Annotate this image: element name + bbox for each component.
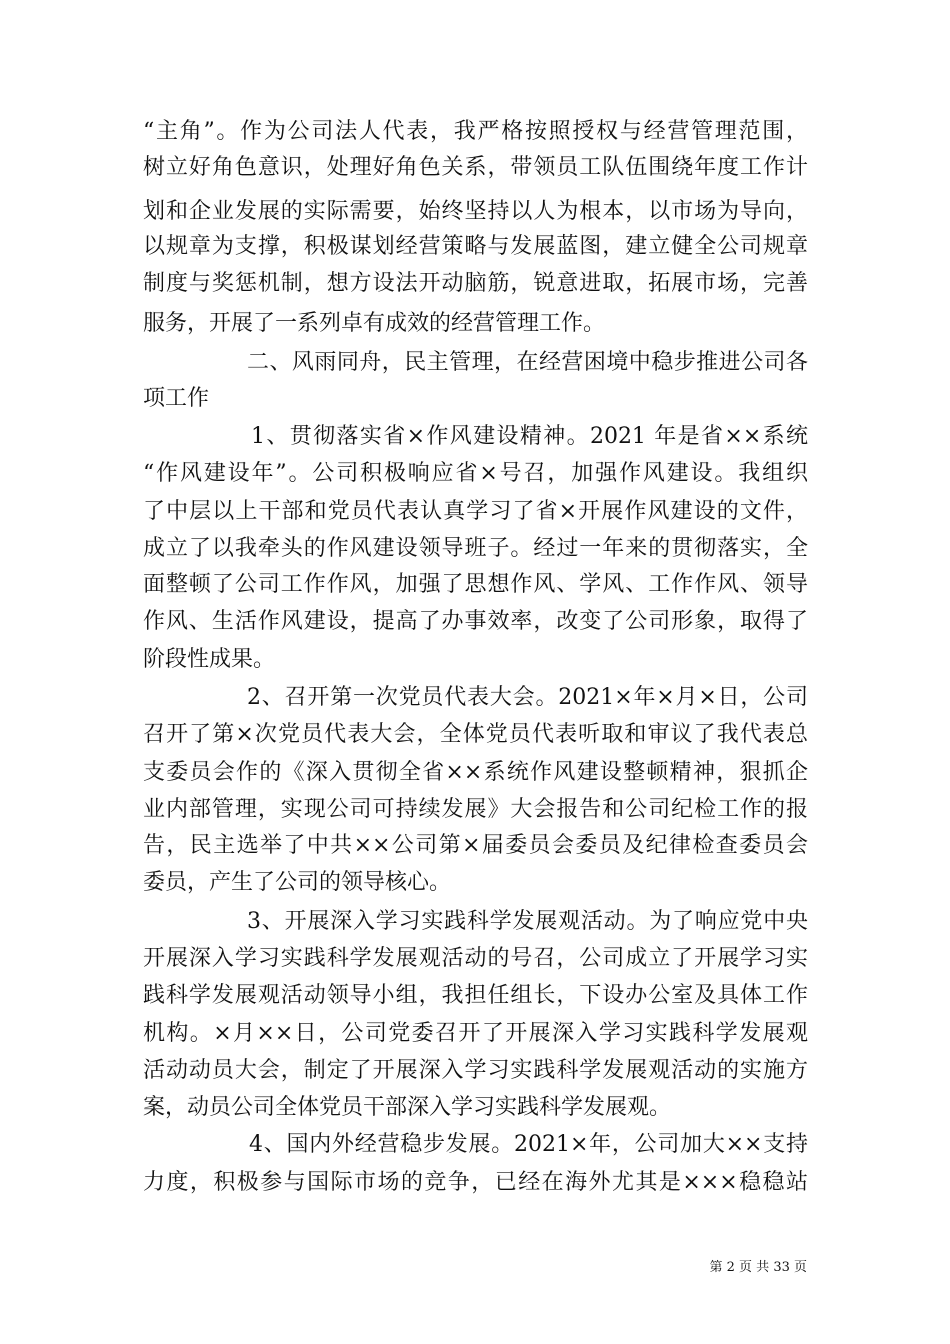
text-line: 面整顿了公司工作作风，加强了思想作风、学风、工作作风、领导 [143,572,808,597]
text-line: 业内部管理，实现公司可持续发展》大会报告和公司纪检工作的报 [143,797,808,822]
text-line: 机构。×月××日，公司党委召开了开展深入学习实践科学发展观 [143,1021,808,1046]
item-heading-2: 2、召开第一次党员代表大会。2021×年×月×日，公司 [247,685,808,710]
text-line: 作风、生活作风建设，提高了办事效率，改变了公司形象，取得了 [143,609,808,634]
text-line: 支委员会作的《深入贯彻全省××系统作风建设整顿精神，狠抓企 [143,760,808,785]
text-line: 服务，开展了一系列卓有成效的经营管理工作。 [143,311,606,336]
text-line: 委员，产生了公司的领导核心。 [143,870,452,895]
text-line: 召开了第×次党员代表大会，全体党员代表听取和审议了我代表总 [143,722,808,747]
text-line: 成立了以我牵头的作风建设领导班子。经过一年来的贯彻落实，全 [143,536,808,561]
text-line: 制度与奖惩机制，想方设法开动脑筋，锐意进取，拓展市场，完善 [143,271,808,296]
text-line: 了中层以上干部和党员代表认真学习了省×开展作风建设的文件， [143,499,808,524]
item-heading-4: 4、国内外经营稳步发展。2021×年，公司加大××支持 [249,1132,808,1157]
text-line: 践科学发展观活动领导小组，我担任组长，下设办公室及具体工作 [143,983,808,1008]
text-line: “作风建设年”。公司积极响应省×号召，加强作风建设。我组织 [143,461,808,486]
text-line: 力度，积极参与国际市场的竞争，已经在海外尤其是×××稳稳站 [143,1170,808,1195]
item-heading-1: 1、贯彻落实省×作风建设精神。2021 年是省××系统 [251,424,808,449]
text-line: 树立好角色意识，处理好角色关系，带领员工队伍围绕年度工作计 [143,155,808,180]
text-line: “主角”。作为公司法人代表，我严格按照授权与经营管理范围， [143,119,808,144]
text-line: 划和企业发展的实际需要，始终坚持以人为根本，以市场为导向， [143,199,808,224]
text-line: 阶段性成果。 [143,647,276,672]
section-heading: 二、风雨同舟，民主管理，在经营困境中稳步推进公司各 [247,350,808,375]
item-heading-3: 3、开展深入学习实践科学发展观活动。为了响应党中央 [247,909,808,934]
section-heading-continued: 项工作 [143,386,210,411]
text-line: 开展深入学习实践科学发展观活动的号召，公司成立了开展学习实 [143,946,808,971]
text-line: 以规章为支撑，积极谋划经营策略与发展蓝图，建立健全公司规章 [143,234,808,259]
text-line: 告，民主选举了中共××公司第×届委员会委员及纪律检查委员会 [143,833,808,858]
text-line: 案，动员公司全体党员干部深入学习实践科学发展观。 [143,1095,672,1120]
text-line: 活动动员大会，制定了开展深入学习实践科学发展观活动的实施方 [143,1058,808,1083]
page-number-footer: 第 2 页 共 33 页 [709,1260,807,1275]
